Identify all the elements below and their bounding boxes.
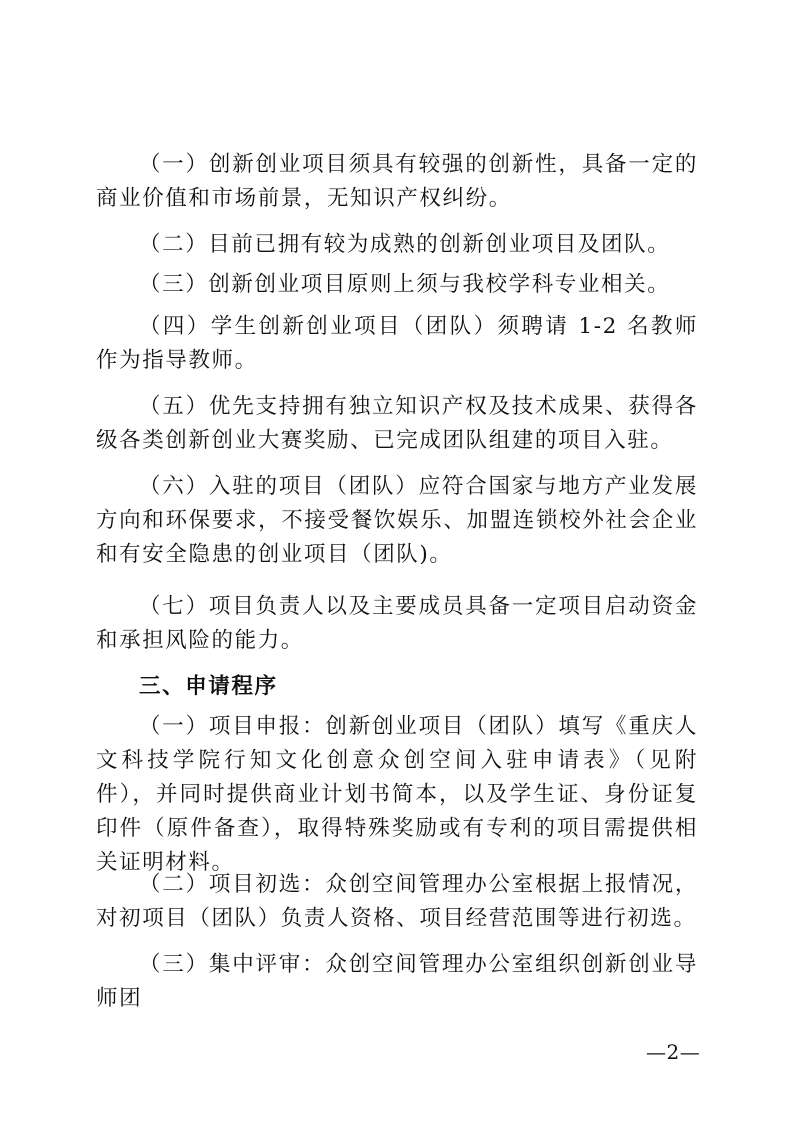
procedure-paragraph-2: （二）项目初选：众创空间管理办公室根据上报情况，对初项目（团队）负责人资格、项目经营范围等进行初选。 bbox=[96, 872, 698, 931]
procedure-paragraph-1: （一）项目申报：创新创业项目（团队）填写《重庆人文科技学院行知文化创意众创空间入驻申请表》（见附件），并同时提供商业计划书简本，以及学生证、身份证复印件（原件备查），取得特殊奖励或有专利的项目需提供相关证明材料。 bbox=[96, 714, 698, 875]
procedure-paragraph-3: （三）集中评审：众创空间管理办公室组织创新创业导师团 bbox=[96, 952, 698, 1011]
requirement-paragraph-6: （六）入驻的项目（团队）应符合国家与地方产业发展方向和环保要求，不接受餐饮娱乐、加盟连锁校外社会企业和有安全隐患的创业项目（团队)。 bbox=[96, 474, 698, 567]
requirement-paragraph-1: （一）创新创业项目须具有较强的创新性，具备一定的商业价值和市场前景，无知识产权纠纷。 bbox=[96, 152, 698, 211]
page-number: —2— bbox=[646, 1040, 701, 1064]
requirement-paragraph-2: （二）目前已拥有较为成熟的创新创业项目及团队。 bbox=[139, 232, 671, 257]
requirement-paragraph-3: （三）创新创业项目原则上须与我校学科专业相关。 bbox=[139, 272, 671, 297]
requirement-paragraph-7: （七）项目负责人以及主要成员具备一定项目启动资金和承担风险的能力。 bbox=[96, 594, 698, 653]
requirement-paragraph-5: （五）优先支持拥有独立知识产权及技术成果、获得各级各类创新创业大赛奖励、已完成团队组建的项目入驻。 bbox=[96, 394, 698, 453]
section-heading: 三、申请程序 bbox=[139, 674, 278, 699]
requirement-paragraph-4: （四）学生创新创业项目（团队）须聘请 1-2 名教师作为指导教师。 bbox=[96, 314, 698, 373]
